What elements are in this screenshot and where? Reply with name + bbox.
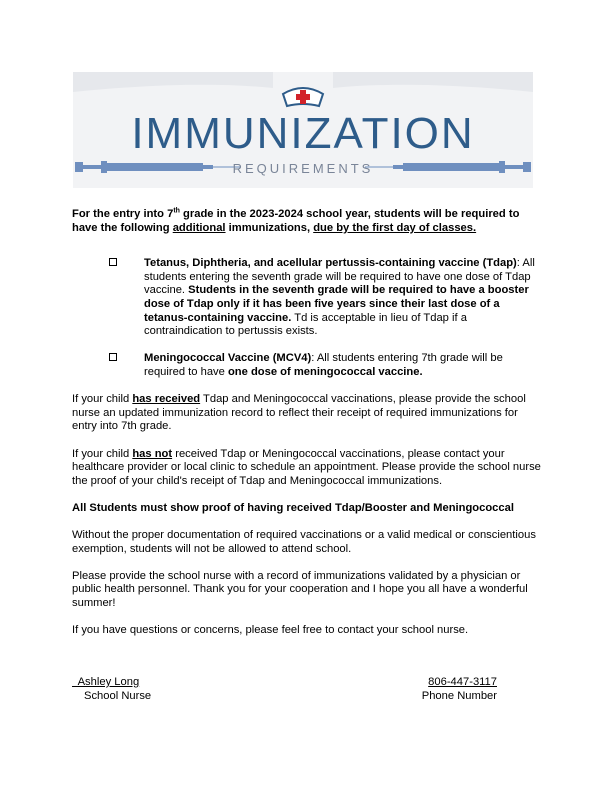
intro-paragraph: For the entry into 7th grade in the 2023-2024 school year, students will be required to have the following additional immunizations, due by the first day of classes. [72,207,520,234]
list-item: Tetanus, Diphtheria, and acellular pertussis-containing vaccine (Tdap): All students entering the seventh grade will be required to have one dose of Tdap vaccine. Students in the seventh grade will be required to have a booster dose of Tdap only if it has been five years since their last dose of a tetanus-containing vaccine. Td is acceptable in lieu of Tdap if a contraindication to pertussis exists. [72,257,544,339]
nurse-cap-icon [283,88,323,106]
banner-subtitle: REQUIREMENTS [232,161,374,176]
signature-block [72,676,151,703]
nurse-role: School Nurse [84,689,152,702]
immunization-banner [73,72,533,188]
list-item: Meningococcal Vaccine (MCV4): All students entering 7th grade will be required to have one dose of meningococcal vaccine. [72,352,544,379]
proof-requirement: All Students must show proof of having received Tdap/Booster and Meningococcal [72,501,514,514]
checkbox-bullet-icon [109,258,117,266]
phone-number: 806-447-3117 [428,676,497,688]
provide-record-paragraph: Please provide the school nurse with a record of immunizations validated by a physician or public health personnel. Thank you for your cooperation and I hope you all have a wonderful summer! [72,569,528,610]
requirements-list [72,257,544,379]
has-received-paragraph: If your child has received Tdap and Meningococcal vaccinations, please provide the school nurse an updated immunization record to reflect their receipt of required immunizations for entry into 7th grade. [72,393,526,433]
phone-block [422,676,497,703]
questions-paragraph: If you have questions or concerns, please feel free to contact your school nurse. [72,624,469,637]
has-not-paragraph: If your child has not received Tdap or Meningococcal vaccinations, please contact your healthcare provider or local clinic to schedule an appointment. Please provide the school nurse the proof of your child's receipt of Tdap and Meningococcal immunizations. [72,447,541,487]
syringe-icon [365,161,531,173]
letter-body [72,208,544,638]
nurse-name: Ashley Long [72,676,140,688]
banner-graphic [73,72,533,188]
checkbox-bullet-icon [109,353,117,361]
phone-label: Phone Number [421,689,497,702]
documentation-paragraph: Without the proper documentation of required vaccinations or a valid medical or conscientious exemption, students will not be allowed to attend school. [72,529,536,555]
banner-title: IMMUNIZATION [131,109,475,158]
syringe-icon [75,161,241,173]
